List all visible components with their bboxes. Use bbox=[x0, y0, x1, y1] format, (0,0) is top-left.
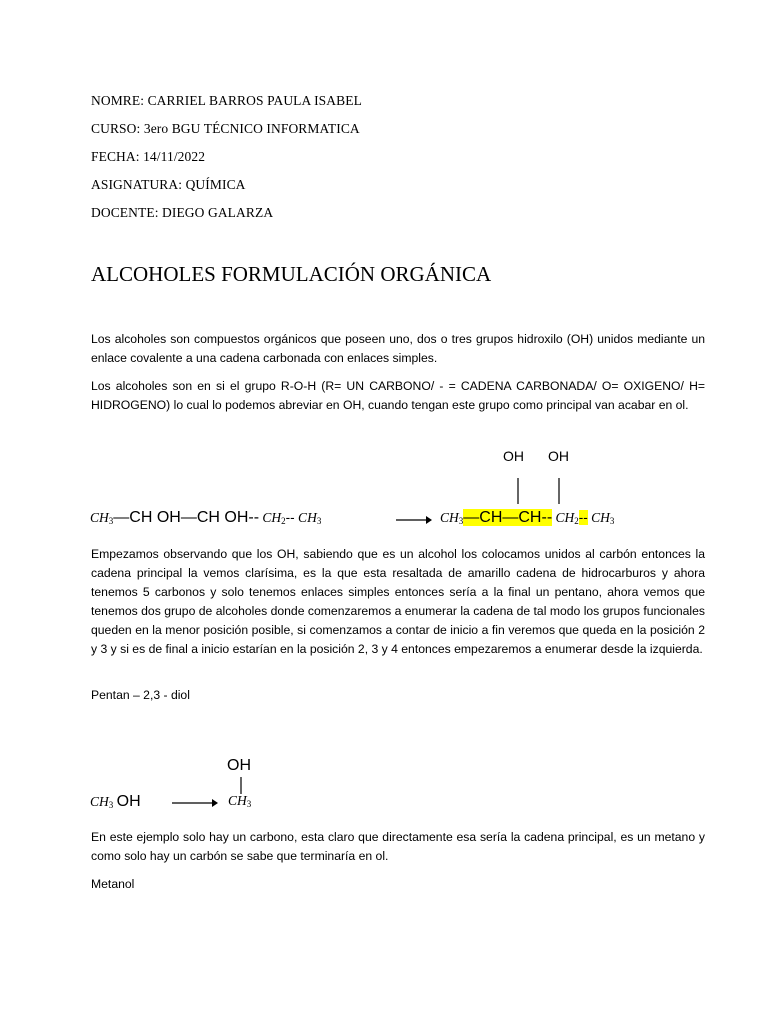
formula-2-structural: $CH_3$ bbox=[228, 793, 252, 809]
paragraph-explanation: Empezamos observando que los OH, sabiendo que es un alcohol los colocamos unidos al carbón entonces la cadena principal la vemos clarísima, es la que esta resaltada de amarillo cadena de hidrocarburos y ahora tenemos 5 carbonos y solo tenemos enlaces simples entonces sería a la final un pentano, ahora vemos que tenemos dos grupo de alcoholes donde comenzaremos a enumerar la cadena de tal modo los grupos funcionales queden en la menor posición posible, si comenzamos a contar de inicio a fin veremos que queda en la posición 2 y 3 y si es de final a inicio estarían en la posición 2, 3 y 4 entonces empezaremos a enumerar desde la izquierda. bbox=[91, 547, 705, 656]
reaction-arrow-icon bbox=[172, 797, 218, 809]
student-name: NOMRE: CARRIEL BARROS PAULA ISABEL bbox=[91, 93, 362, 108]
page-title: ALCOHOLES FORMULACIÓN ORGÁNICA bbox=[91, 262, 492, 286]
course: CURSO: 3ero BGU TÉCNICO INFORMATICA bbox=[91, 121, 360, 136]
paragraph-roh: Los alcoholes son en si el grupo R-O-H (R= UN CARBONO/ - = CADENA CARBONADA/ O= OXIGENO/ H= HIDROGENO) lo cual lo podemos abreviar en OH, cuando tengan este grupo como principal van acabar en ol. bbox=[91, 379, 705, 412]
oh-group-2: OH bbox=[548, 448, 569, 464]
oh-group-1: OH bbox=[503, 448, 524, 464]
vertical-bonds bbox=[510, 478, 570, 506]
reaction-arrow-icon bbox=[396, 514, 432, 526]
paragraph-intro: Los alcoholes son compuestos orgánicos que poseen uno, dos o tres grupos hidroxilo (OH) unidos mediante un enlace covalente a una cadena carbonada con enlaces simples. bbox=[91, 332, 705, 365]
teacher: DOCENTE: DIEGO GALARZA bbox=[91, 205, 274, 220]
date: FECHA: 14/11/2022 bbox=[91, 149, 206, 164]
paragraph-methanol: En este ejemplo solo hay un carbono, esta claro que directamente esa sería la cadena principal, es un metano y como solo hay un carbón se sabe que terminaría en ol. bbox=[91, 830, 705, 863]
compound-name-methanol: Metanol bbox=[91, 877, 135, 891]
formula-1-condensed: $CH_3—CH$ OH—CH OH-- $CH_2--$ $CH_3$ bbox=[90, 509, 322, 526]
compound-name-pentanediol: Pentan – 2,3 - diol bbox=[91, 688, 190, 702]
subject: ASIGNATURA: QUÍMICA bbox=[91, 177, 246, 192]
formula-1-structural: $CH_3—CH—CH--$ $CH_2--$ $CH_3$ bbox=[440, 509, 615, 526]
highlighted-main-chain: —CH—CH-- bbox=[463, 509, 553, 526]
formula-2-condensed: $CH_3$ OH bbox=[90, 793, 141, 810]
oh-group-top: OH bbox=[227, 757, 251, 774]
